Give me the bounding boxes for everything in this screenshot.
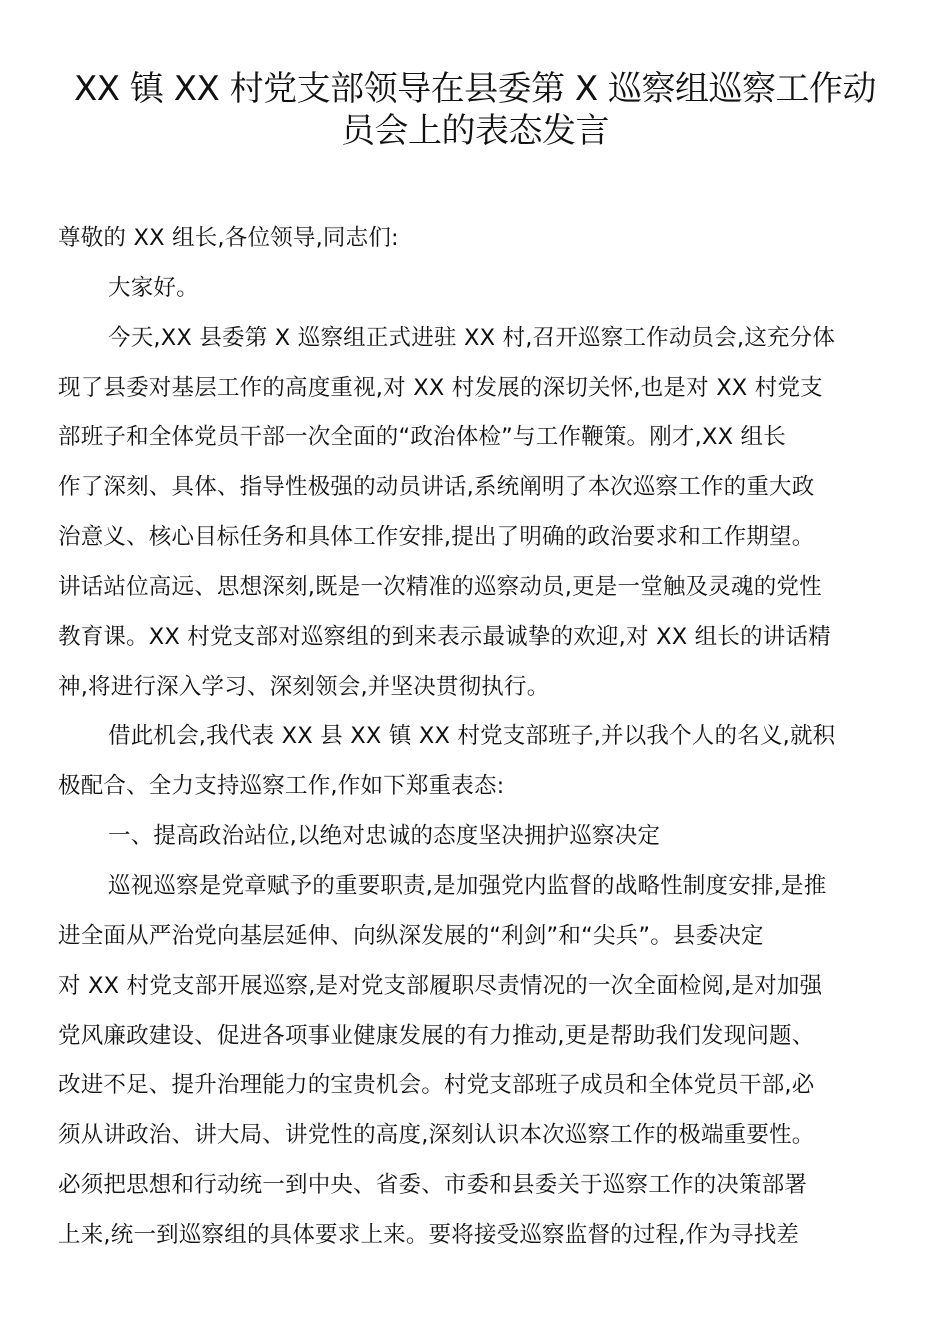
- paragraph-line: 作了深刻、具体、指导性极强的动员讲话,系统阐明了本次巡察工作的重大政: [58, 474, 815, 501]
- paragraph-line: 进全面从严治党向基层延伸、向纵深发展的“利剑”和“尖兵”。县委决定: [58, 922, 764, 949]
- greeting: 大家好。: [108, 274, 199, 301]
- paragraph-line: 现了县委对基层工作的高度重视,对 XX 村发展的深切关怀,也是对 XX 村党支: [58, 374, 823, 401]
- section-heading-1: 一、提高政治站位,以绝对忠诚的态度坚决拥护巡察决定: [108, 823, 661, 850]
- paragraph-line: 今天,XX 县委第 X 巡察组正式进驻 XX 村,召开巡察工作动员会,这充分体: [108, 324, 836, 351]
- paragraph-line: 必须把思想和行动统一到中央、省委、市委和县委关于巡察工作的决策部署: [58, 1172, 808, 1199]
- paragraph-line: 巡视巡察是党章赋予的重要职责,是加强党内监督的战略性制度安排,是推: [108, 872, 827, 899]
- title-line-1: XX 镇 XX 村党支部领导在县委第 X 巡察组巡察工作动: [74, 69, 876, 109]
- document-title: [40, 68, 910, 152]
- paragraph-line: 部班子和全体党员干部一次全面的“政治体检”与工作鞭策。刚才,XX 组长: [58, 424, 786, 451]
- paragraph-line: 党风廉政建设、促进各项事业健康发展的有力推动,更是帮助我们发现问题、: [58, 1022, 815, 1049]
- paragraph-line: 上来,统一到巡察组的具体要求上来。要将接受巡察监督的过程,作为寻找差: [58, 1221, 800, 1248]
- salutation: 尊敬的 XX 组长,各位领导,同志们:: [58, 225, 399, 251]
- paragraph-line: 极配合、全力支持巡察工作,作如下郑重表态:: [58, 773, 505, 800]
- document-body: [58, 221, 898, 1268]
- paragraph-line: 改进不足、提升治理能力的宝贵机会。村党支部班子成员和全体党员干部,必: [58, 1072, 815, 1099]
- paragraph-line: 对 XX 村党支部开展巡察,是对党支部履职尽责情况的一次全面检阅,是对加强: [58, 972, 823, 999]
- paragraph-line: 神,将进行深入学习、深刻领会,并坚决贯彻执行。: [58, 673, 550, 700]
- paragraph-line: 讲话站位高远、思想深刻,既是一次精准的巡察动员,更是一堂触及灵魂的党性: [58, 573, 822, 600]
- paragraph-line: 须从讲政治、讲大局、讲党性的高度,深刻认识本次巡察工作的极端重要性。: [58, 1122, 815, 1149]
- paragraph-line: 治意义、核心目标任务和具体工作安排,提出了明确的政治要求和工作期望。: [58, 524, 815, 551]
- paragraph-line: 教育课。XX 村党支部对巡察组的到来表示最诚挚的欢迎,对 XX 组长的讲话精: [58, 623, 831, 650]
- paragraph-line: 借此机会,我代表 XX 县 XX 镇 XX 村党支部班子,并以我个人的名义,就积: [108, 723, 836, 750]
- title-line-2: 员会上的表态发言: [341, 111, 609, 151]
